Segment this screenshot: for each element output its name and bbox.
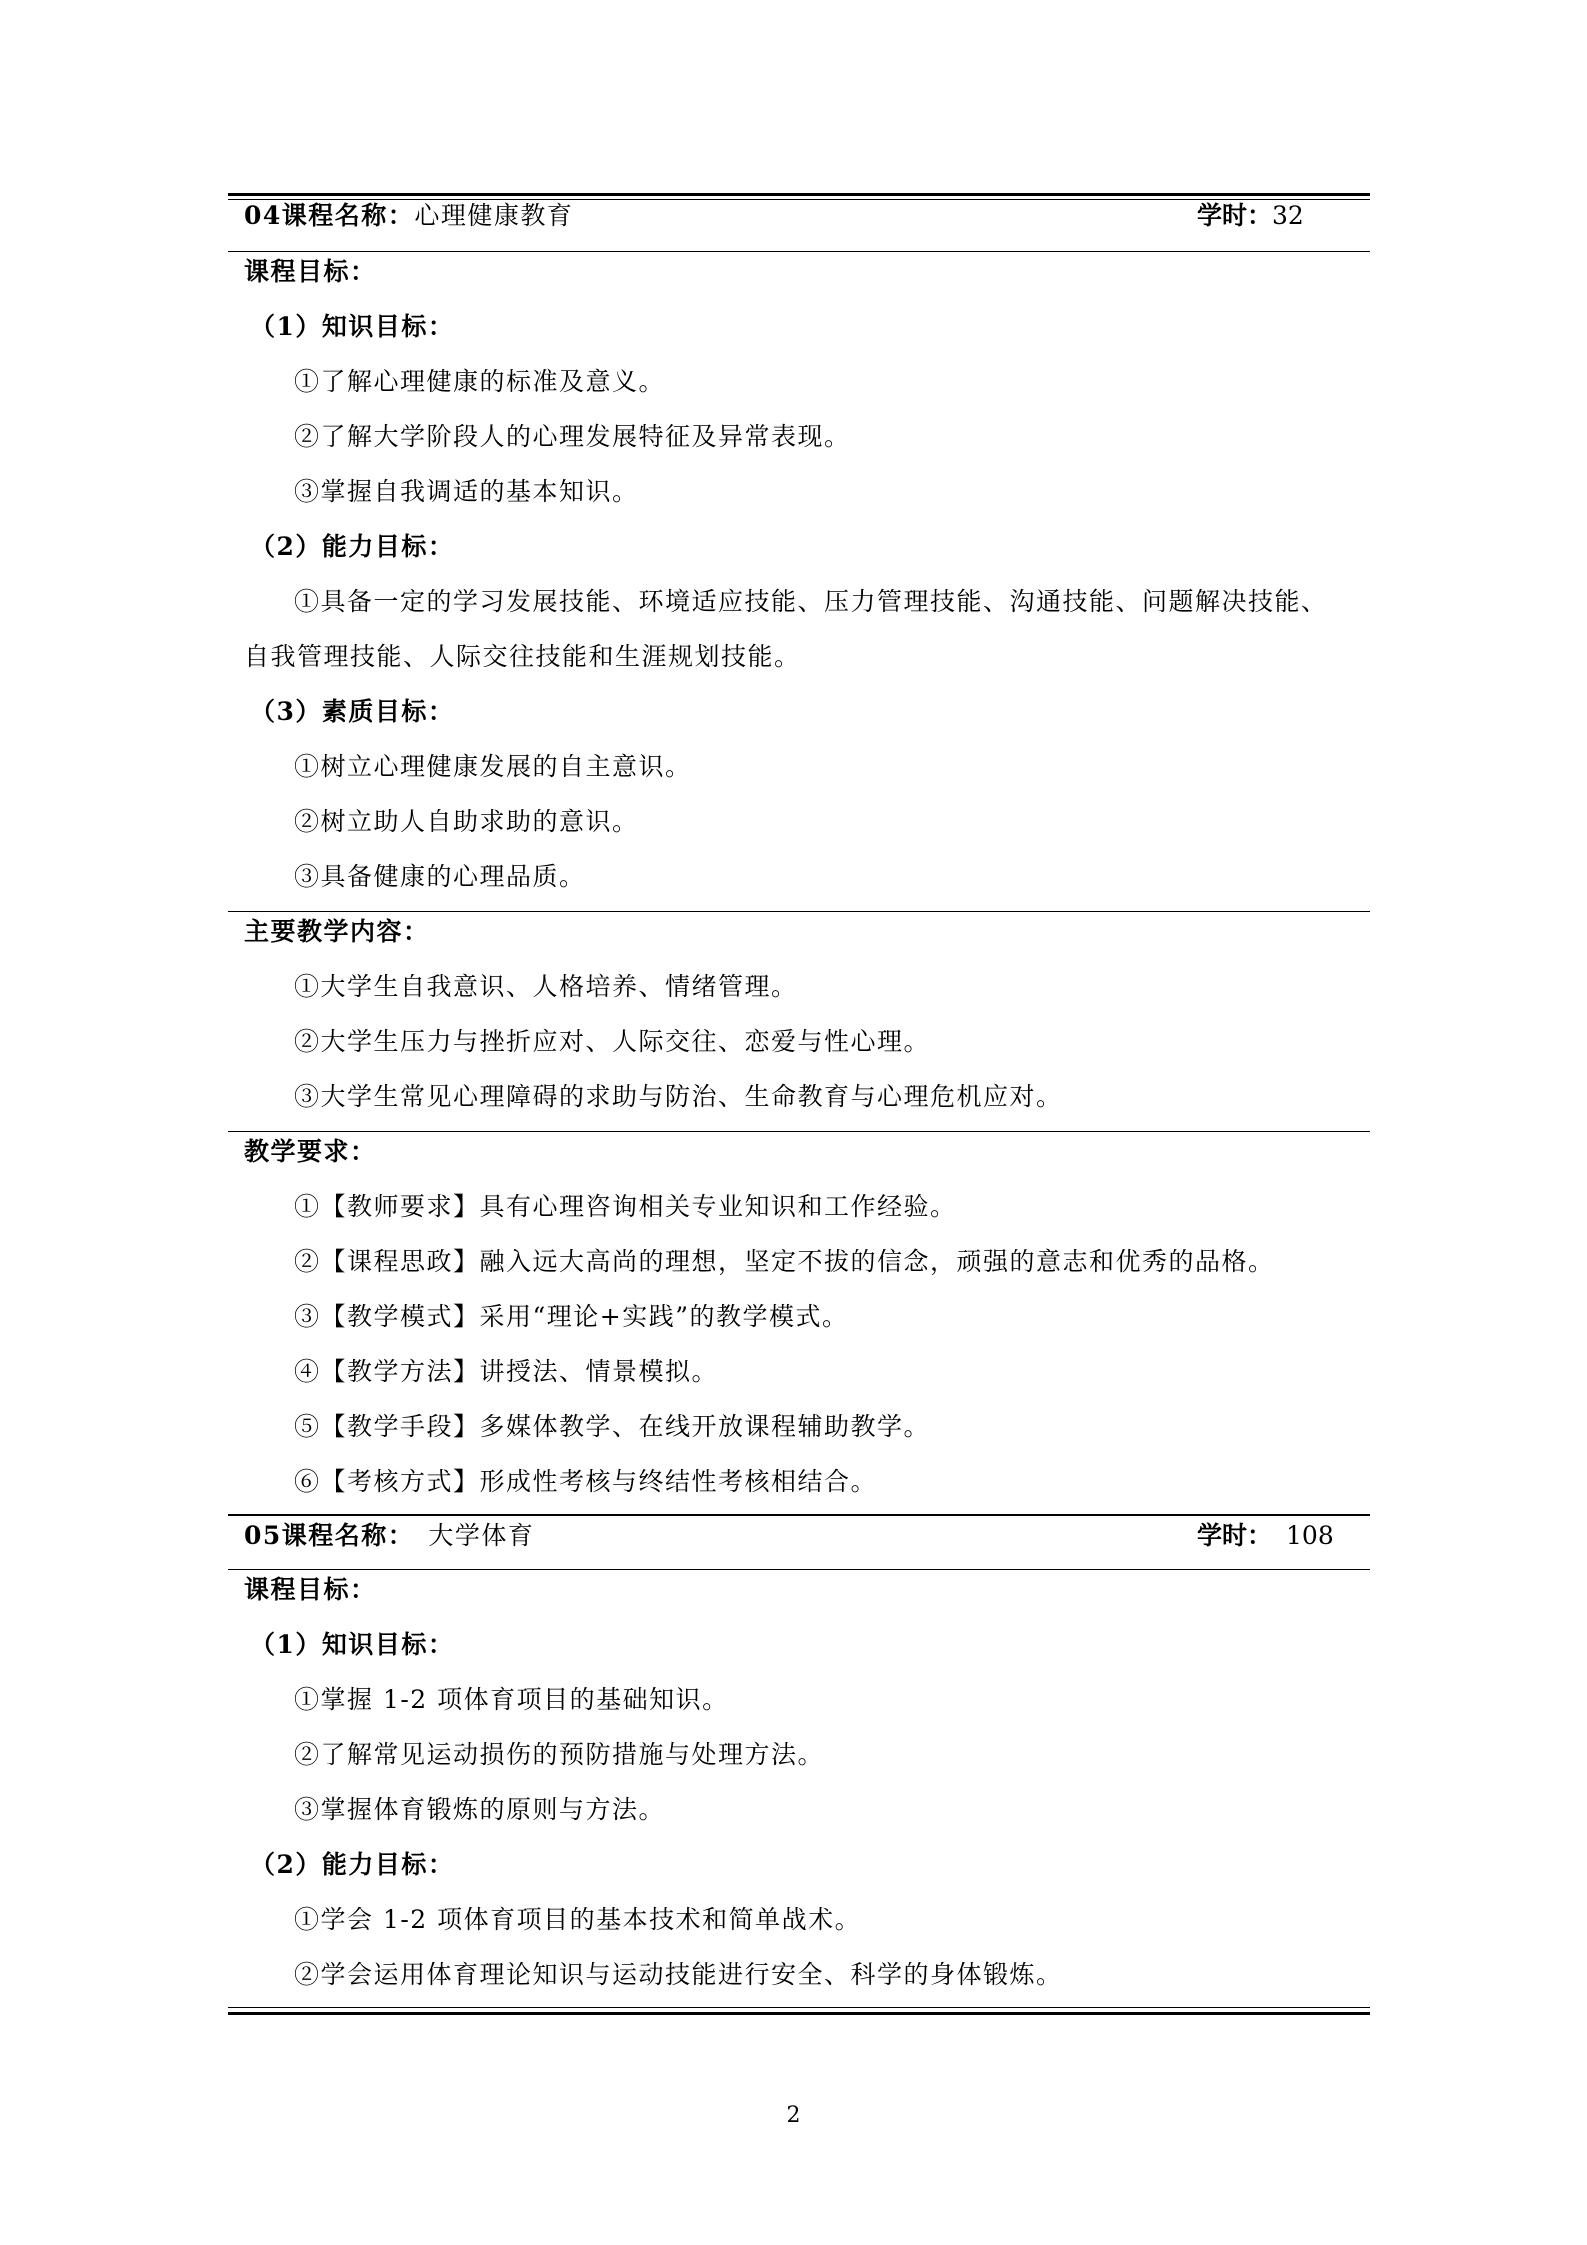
page-number: 2 bbox=[786, 2103, 801, 2128]
course-04-knowledge-1: ①了解心理健康的标准及意义。 bbox=[294, 367, 666, 396]
course-04-requirement-1: ①【教师要求】具有心理咨询相关专业知识和工作经验。 bbox=[294, 1192, 957, 1221]
course-04-quality-3: ③具备健康的心理品质。 bbox=[294, 862, 586, 891]
course-04-requirement-4: ④【教学方法】讲授法、情景模拟。 bbox=[294, 1357, 719, 1386]
course-04-knowledge-2: ②了解大学阶段人的心理发展特征及异常表现。 bbox=[294, 422, 851, 451]
course-04-quality-heading: （3）素质目标： bbox=[250, 697, 455, 726]
course-05-hours-value: 108 bbox=[1286, 1521, 1334, 1550]
course-04-content-1: ①大学生自我意识、人格培养、情绪管理。 bbox=[294, 972, 798, 1001]
course-04-name: 心理健康教育 bbox=[414, 201, 574, 230]
course-04-content-3: ③大学生常见心理障碍的求助与防治、生命教育与心理危机应对。 bbox=[294, 1082, 1063, 1111]
course-04-code: 04 bbox=[244, 201, 282, 230]
course-04-hours-value: 32 bbox=[1272, 201, 1304, 230]
course-04-requirement-2: ②【课程思政】融入远大高尚的理想，坚定不拔的信念，顽强的意志和优秀的品格。 bbox=[294, 1247, 1275, 1276]
table-top-rule bbox=[228, 193, 1370, 196]
course-05-knowledge-2: ②了解常见运动损伤的预防措施与处理方法。 bbox=[294, 1740, 825, 1769]
course-05-knowledge-3: ③掌握体育锻炼的原则与方法。 bbox=[294, 1795, 666, 1824]
course-05-hours bbox=[1197, 1520, 1334, 1552]
course-04-requirement-3: ③【教学模式】采用“理论+实践”的教学模式。 bbox=[294, 1302, 849, 1331]
course-05-name-label: 课程名称： bbox=[281, 1521, 415, 1550]
course-04-hours bbox=[1197, 200, 1304, 232]
course-04-quality-2: ②树立助人自助求助的意识。 bbox=[294, 807, 639, 836]
course-04-requirement-6: ⑥【考核方式】形成性考核与终结性考核相结合。 bbox=[294, 1467, 878, 1496]
course-04-knowledge-heading: （1）知识目标： bbox=[250, 312, 455, 341]
course-05-goals-heading: 课程目标： bbox=[244, 1575, 377, 1604]
course-05-knowledge-heading: （1）知识目标： bbox=[250, 1630, 455, 1659]
course-05-title-row bbox=[244, 1520, 534, 1552]
course-04-requirement-5: ⑤【教学手段】多媒体教学、在线开放课程辅助教学。 bbox=[294, 1412, 931, 1441]
table-bottom-rule-inner bbox=[228, 2007, 1370, 2008]
course-04-quality-1: ①树立心理健康发展的自主意识。 bbox=[294, 752, 692, 781]
course-04-content-2: ②大学生压力与挫折应对、人际交往、恋爱与性心理。 bbox=[294, 1027, 931, 1056]
course-04-knowledge-3: ③掌握自我调适的基本知识。 bbox=[294, 477, 639, 506]
course-04-goals-heading: 课程目标： bbox=[244, 257, 377, 286]
course-04-content-heading: 主要教学内容： bbox=[244, 917, 430, 946]
course-05-name: 大学体育 bbox=[428, 1521, 535, 1550]
divider bbox=[228, 911, 1370, 912]
divider bbox=[228, 1131, 1370, 1132]
course-04-requirements-heading: 教学要求： bbox=[244, 1137, 377, 1166]
course-05-hours-label: 学时： bbox=[1197, 1521, 1273, 1550]
course-05-ability-2: ②学会运用体育理论知识与运动技能进行安全、科学的身体锻炼。 bbox=[294, 1960, 1063, 1989]
divider bbox=[228, 1514, 1370, 1516]
course-04-title-row bbox=[244, 200, 573, 232]
course-05-ability-heading: （2）能力目标： bbox=[250, 1850, 455, 1879]
course-04-ability-heading: （2）能力目标： bbox=[250, 532, 455, 561]
course-05-code: 05 bbox=[244, 1521, 282, 1550]
course-05-knowledge-1: ①掌握 1-2 项体育项目的基础知识。 bbox=[294, 1685, 729, 1714]
course-04-hours-label: 学时： bbox=[1197, 201, 1273, 230]
table-bottom-rule bbox=[228, 2012, 1370, 2015]
course-04-ability-line-1: ①具备一定的学习发展技能、环境适应技能、压力管理技能、沟通技能、问题解决技能、 bbox=[294, 587, 1328, 616]
divider bbox=[228, 1569, 1370, 1570]
divider bbox=[228, 251, 1370, 252]
course-04-name-label: 课程名称： bbox=[281, 201, 415, 230]
course-05-ability-1: ①学会 1-2 项体育项目的基本技术和简单战术。 bbox=[294, 1905, 862, 1934]
course-04-ability-line-2: 自我管理技能、人际交往技能和生涯规划技能。 bbox=[244, 642, 801, 671]
